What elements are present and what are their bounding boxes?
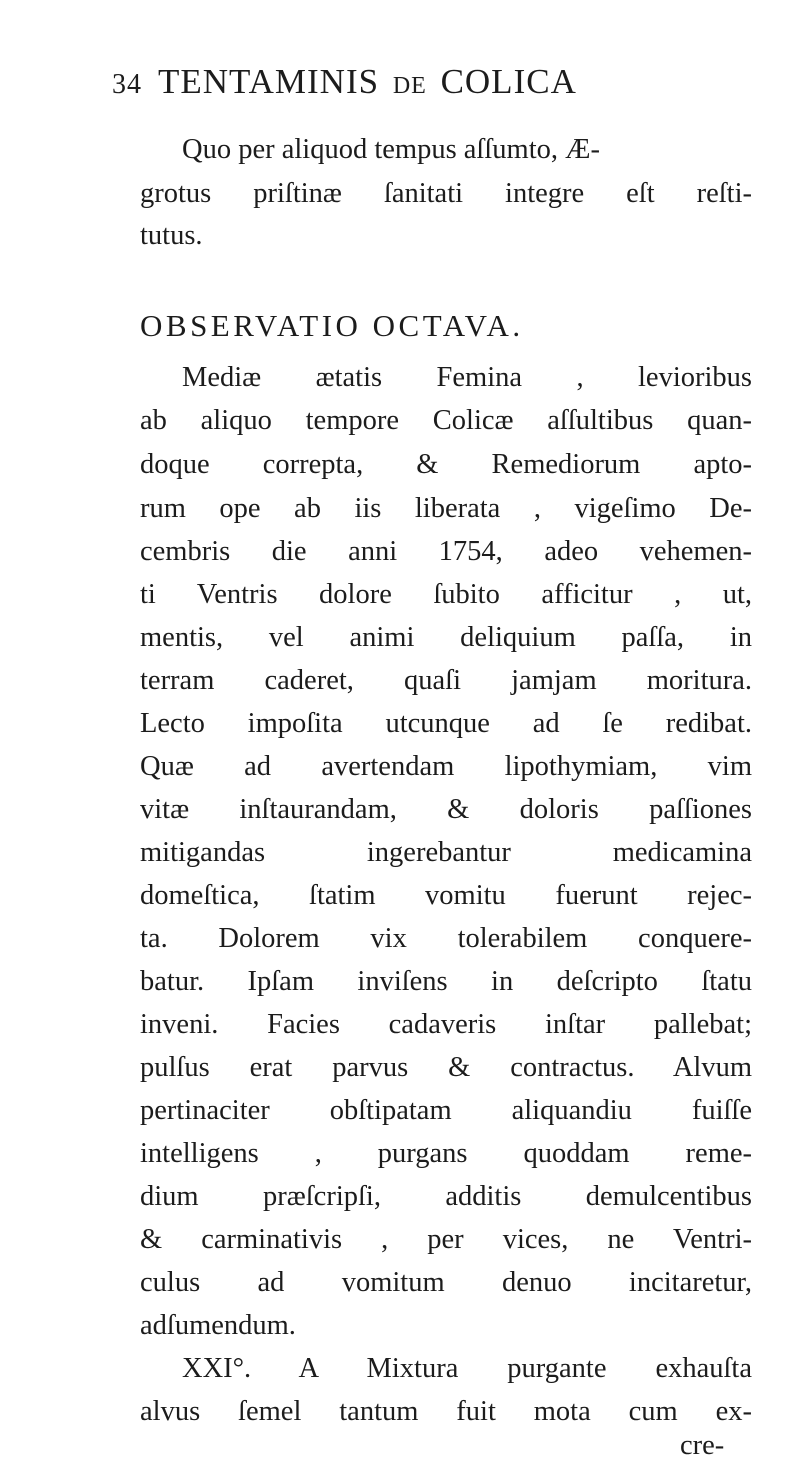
text-line: alvus ſemel tantum fuit mota cum ex- — [140, 1396, 752, 1427]
text-line: Quæ ad avertendam lipothymiam, vim — [140, 751, 752, 782]
text-line: grotus priſtinæ ſanitati integre eſt reſti- — [140, 178, 752, 209]
text-line: doque correpta, & Remediorum apto- — [140, 449, 752, 480]
text-line: mentis, vel animi deliquium paſſa, in — [140, 622, 752, 653]
text-line: inveni. Facies cadaveris inſtar pallebat; — [140, 1009, 752, 1040]
text-line: culus ad vomitum denuo incitaretur, — [140, 1267, 752, 1298]
text-line: tutus. — [140, 220, 203, 251]
header-title-a: TENTAMINIS — [158, 62, 380, 101]
text-line: cembris die anni 1754, adeo vehemen- — [140, 536, 752, 567]
text-line: ti Ventris dolore ſubito afficitur , ut, — [140, 579, 752, 610]
page-number: 34 — [112, 69, 142, 100]
text-line: batur. Ipſam inviſens in deſcripto ſtatu — [140, 966, 752, 997]
text-line: ta. Dolorem vix tolerabilem conquere- — [140, 923, 752, 954]
text-line: terram caderet, quaſi jamjam moritura. — [140, 665, 752, 696]
text-line: Mediæ ætatis Femina , levioribus — [182, 362, 752, 393]
text-line: ab aliquo tempore Colicæ aſſultibus quan- — [140, 405, 752, 436]
text-line: domeſtica, ſtatim vomitu fuerunt rejec- — [140, 880, 752, 911]
text-line: dium præſcripſi, additis demulcentibus — [140, 1181, 752, 1212]
running-header — [112, 62, 732, 116]
text-line: pulſus erat parvus & contractus. Alvum — [140, 1052, 752, 1083]
text-line: & carminativis , per vices, ne Ventri- — [140, 1224, 752, 1255]
text-line: adſumendum. — [140, 1310, 296, 1341]
text-line: vitæ inſtaurandam, & doloris paſſiones — [140, 794, 752, 825]
text-line: Lecto impoſita utcunque ad ſe redibat. — [140, 708, 752, 739]
observation-heading: OBSERVATIO OCTAVA. — [140, 308, 524, 343]
header-title-b: DE — [392, 73, 427, 99]
text-line: pertinaciter obſtipatam aliquandiu fuiſſe — [140, 1095, 752, 1126]
text-line: rum ope ab iis liberata , vigeſimo De- — [140, 493, 752, 524]
text-line: mitigandas ingerebantur medicamina — [140, 837, 752, 868]
text-line: Quo per aliquod tempus aſſumto, Æ- — [182, 134, 600, 165]
catchword: cre- — [680, 1430, 725, 1461]
text-line: intelligens , purgans quoddam reme- — [140, 1138, 752, 1169]
header-title-c: COLICA — [440, 62, 577, 101]
text-line: XXI°. A Mixtura purgante exhauſta — [182, 1353, 752, 1384]
